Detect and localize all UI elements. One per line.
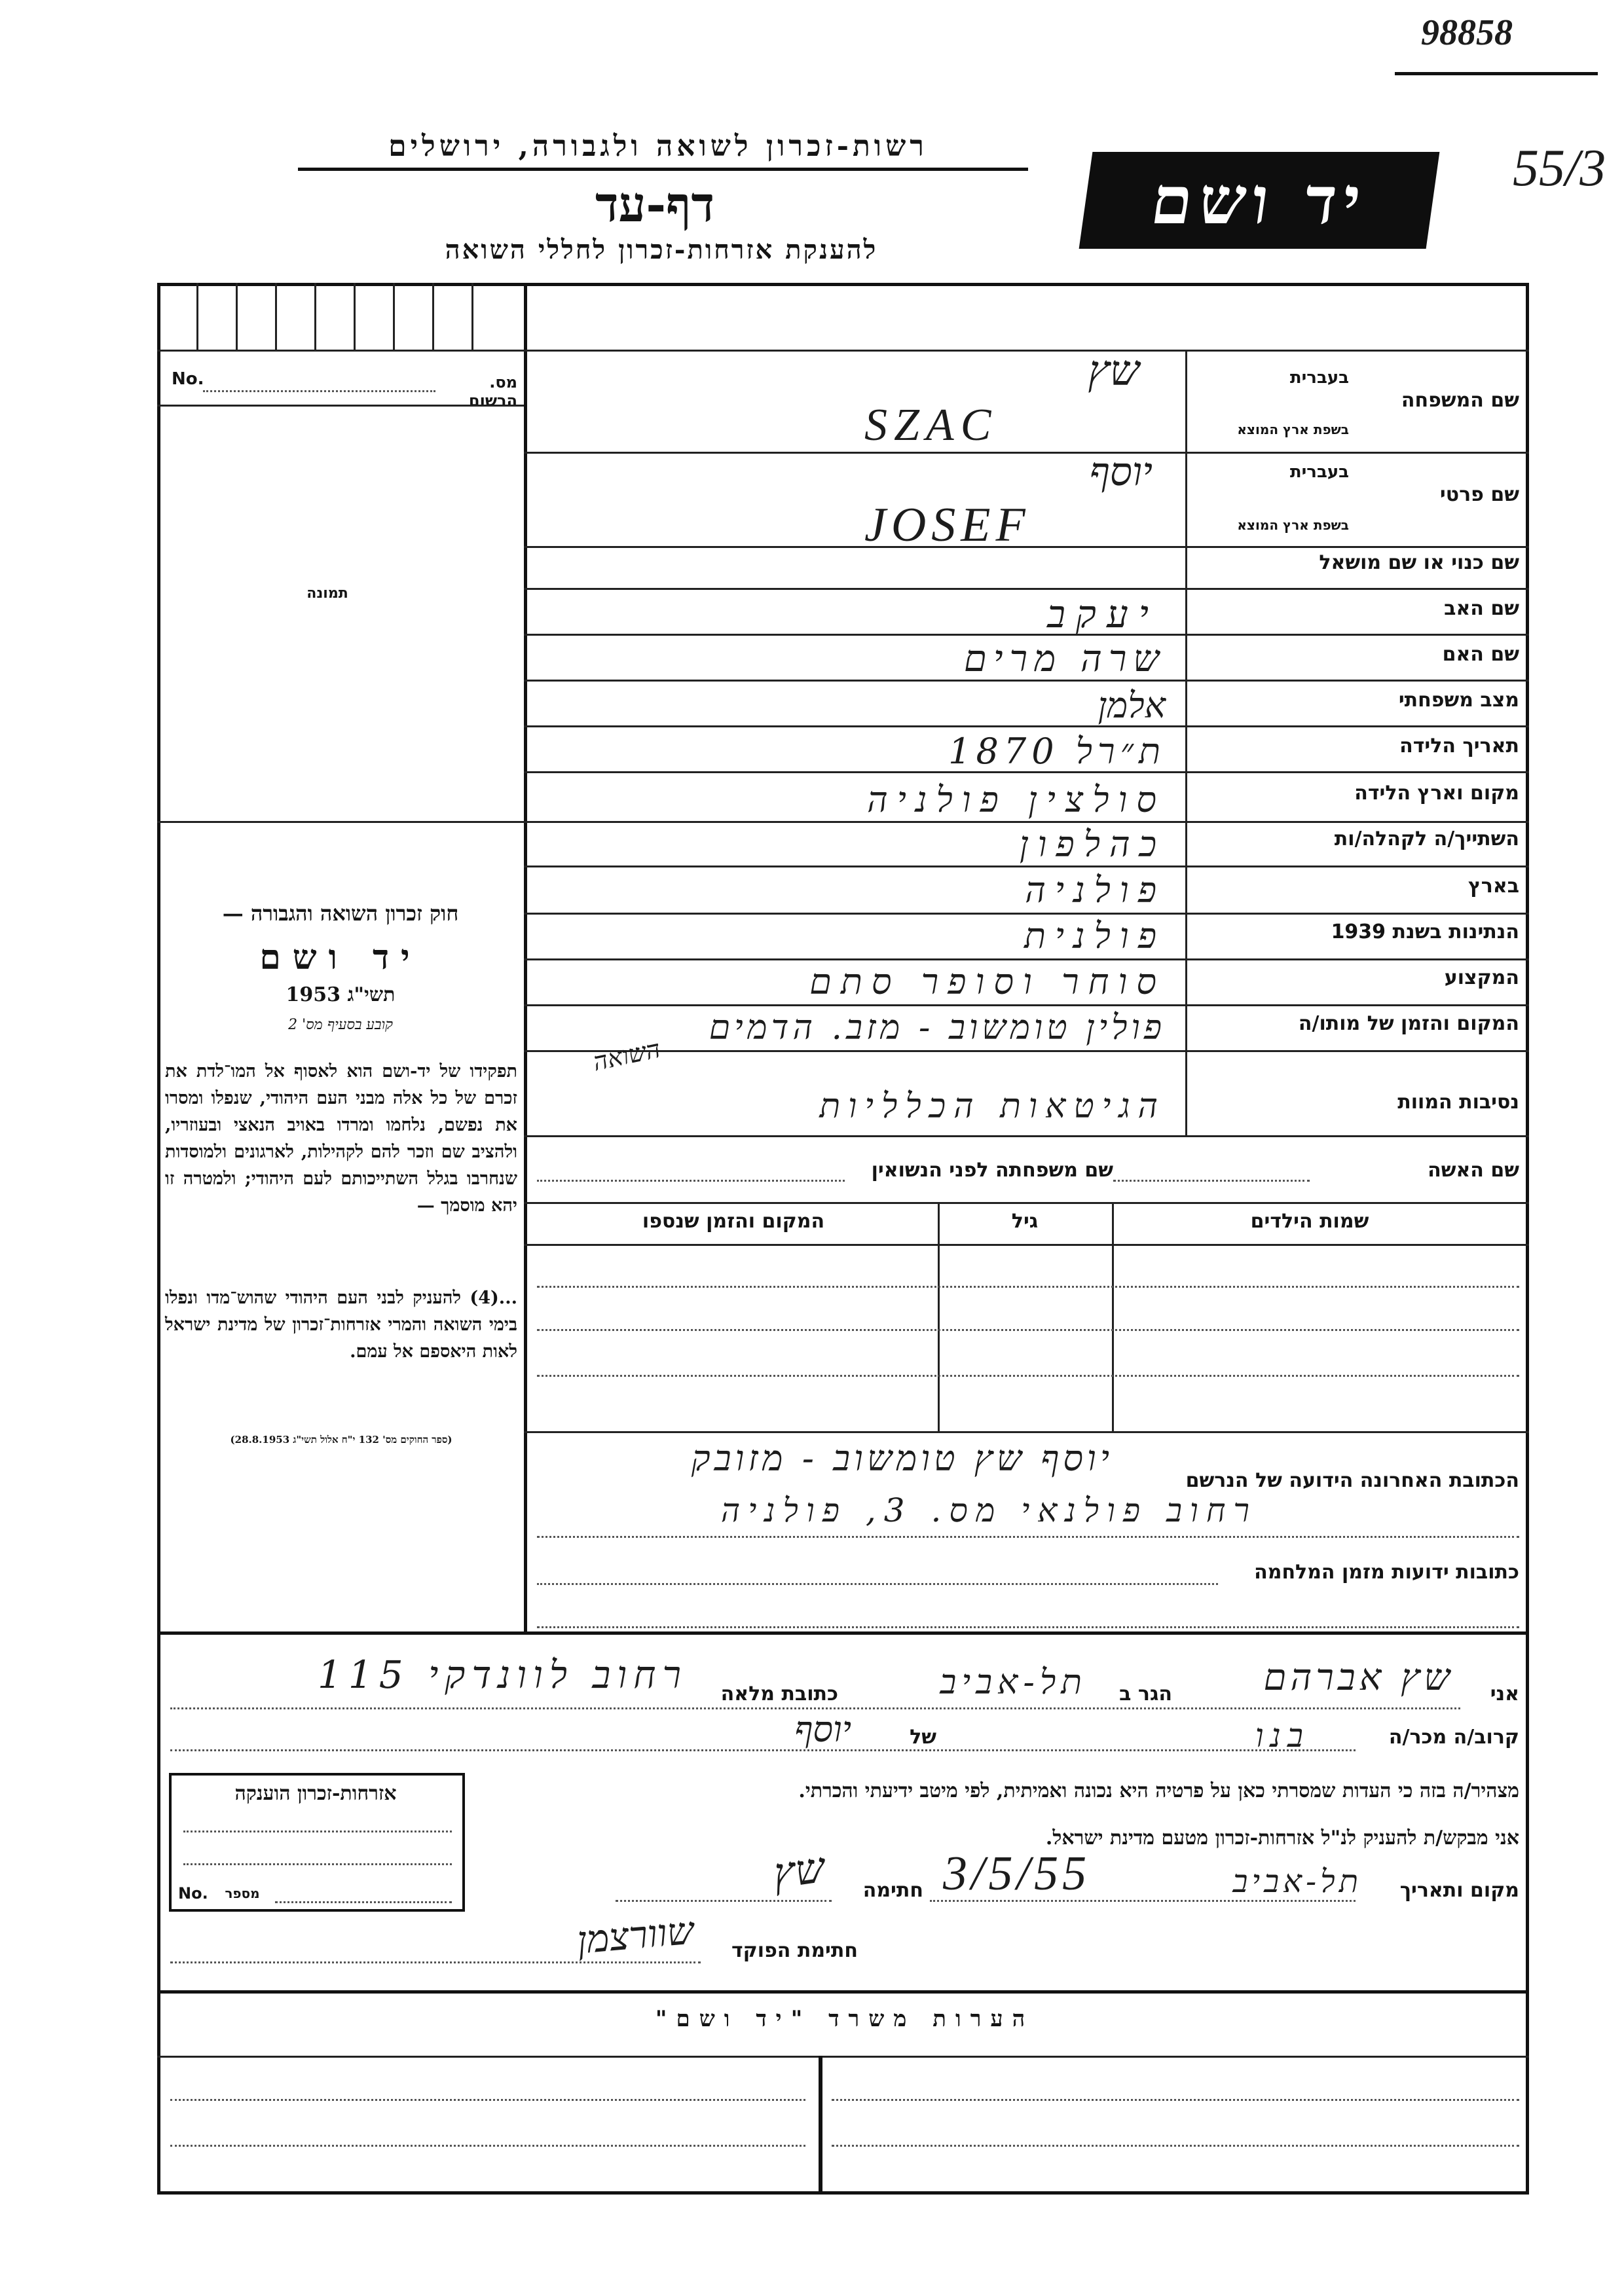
reg-box-4 [314,283,316,350]
remarks-dots-l2 [170,2145,805,2147]
form-title: דף-עד [595,177,715,233]
resides-value: תל-אביב [940,1663,1087,1702]
remarks-line-1 [157,2056,1529,2058]
wife-maiden-label: שם משפחתה לפני הנשואין [871,1159,1113,1182]
row-line-nick [524,588,1529,590]
row-line-profession [524,1004,1529,1006]
family-name-hebrew-label: בעברית [1289,368,1349,388]
photo-label: תמונה [306,585,348,602]
mother-value: שרה מרים [963,638,1166,680]
wife-maiden-dots [537,1180,845,1182]
birth-date-label: תאריך הלידה [1399,735,1519,757]
death-cause-label: נסיבות המוות [1397,1091,1519,1114]
reg-box-2 [236,283,238,350]
first-name-origin-value: JOSEF [864,498,1031,552]
family-name-origin-label: בשפת ארץ המוצא [1237,422,1349,437]
relative-label: קרוב/ה מכר/ה [1388,1726,1519,1749]
citizenship-box-no-label: No. [178,1884,208,1903]
place-value: תל-אביב [1232,1863,1362,1900]
remarks-dots-r1 [832,2099,1519,2101]
death-place-extra: השואה [590,1034,663,1077]
yad-vashem-logo [1079,152,1440,249]
reg-box-5 [354,283,356,350]
declarant-i-label: אני [1490,1683,1519,1705]
death-place-label: המקום והזמן של מותו/ה [1298,1012,1519,1035]
statement-1: מצהיר/ה בזה כי העדות שמסרתי כאן על פרטיה היא נכונה ואמיתית, לפי מיטב ידיעתי והכרתי. [798,1779,1519,1802]
wartime-address-dots-2 [537,1626,1519,1628]
relative-line [170,1749,1356,1751]
full-address-label: כתובת מלאה [720,1683,838,1705]
death-place-value: פולין טומשוב - מזב. הדמים [709,1008,1166,1048]
of-value: יוסף [794,1709,851,1750]
reg-box-1 [196,283,198,350]
row-line-deathplace [524,1050,1529,1052]
wife-dots [1113,1180,1310,1182]
community-label: השתייך/ה לקהלה/ות [1334,828,1519,850]
reg-no-dots [203,390,435,392]
citizenship-box-title: אזרחות-זכרון הוענקה [234,1782,397,1805]
country-value: פולניה [1025,869,1166,911]
label-column-divider [1185,350,1187,1135]
corner-note: 55/3 [1513,139,1606,197]
country-label: בארץ [1467,875,1519,898]
declarant-signature: שץ [770,1843,828,1899]
authority-underline [298,168,1028,171]
last-address-dots [537,1536,1519,1538]
statement-2: אני מבקש/ת להעניק לנ"ל אזרחות-זכרון מטעם מדינת ישראל. [1045,1827,1519,1850]
children-row-2 [537,1329,1519,1331]
row-line-community [524,866,1529,867]
profession-label: המקצוע [1444,966,1519,989]
law-title: חוק זכרון השואה והגבורה — [222,901,459,926]
children-header-line [524,1244,1529,1246]
reg-box-6 [393,283,395,350]
last-address-label: הכתובת האחרונה הידועה של הנרשם [1185,1469,1519,1492]
law-paragraph-2: ...(4) להעניק לבני העם היהודי שהוש־מדו ונפלו בימי השואה והמרי אזרחות־זכרון של מדינת ישראל לאות היאספם אל עמם. [165,1288,517,1362]
father-label: שם האב [1444,597,1519,620]
form-subtitle: להענקת אזרחות-זכרון לחללי השואה [445,234,878,265]
authority-line: רשות-זכרון לשואה ולגבורה, ירושלים [388,130,928,163]
remarks-dots-l1 [170,2099,805,2101]
row-line-birthplace [524,821,1529,823]
children-bottom-line [524,1431,1529,1433]
citizenship-value: פולנית [1024,915,1166,957]
birth-place-value: סולצין פולניה [867,779,1166,820]
law-clause: קובע בסעיף מס' 2 [288,1017,393,1033]
law-name: יד ושם [259,938,422,977]
footer-top-line [157,1990,1529,1994]
family-name-hebrew-value: שץ [1088,347,1139,395]
first-name-origin-label: בשפת ארץ המוצא [1237,517,1349,533]
family-name-origin-value: SZAC [864,400,998,450]
reg-no-label: No. [172,369,204,389]
officer-signature-line [170,1961,701,1963]
children-age-header: גיל [1011,1210,1039,1233]
archive-number-underline [1395,72,1598,75]
citizenship-box-line-1 [183,1831,452,1832]
death-cause-value: הגיטאות הכלליות [819,1087,1166,1126]
birth-date-value: ת״רל 1870 [948,731,1166,772]
children-top-line [524,1202,1529,1204]
citizenship-box-number-dots [275,1901,452,1903]
place-date-line [930,1900,1356,1902]
last-address-value-1: יוסף שץ טומשוב - מזובק [691,1438,1113,1479]
declarant-name: שץ אברהם [1263,1656,1454,1699]
remarks-title: הערות משרד "יד ושם" [655,2006,1035,2032]
marital-status-value: אלמן [1098,685,1166,726]
remarks-divider [819,2056,822,2195]
row-line-country [524,913,1529,915]
wife-label: שם האשה [1428,1159,1519,1182]
profession-value: סוחר וסופר סתם [809,961,1166,1002]
wartime-address-label: כתובות ידועות מזמן המלחמה [1254,1561,1519,1584]
officer-signature: שוורצמן [575,1908,696,1963]
reg-label: מס. הרשום [468,373,517,410]
first-name-label: שם פרטי [1439,483,1519,506]
date-value: 3/5/55 [943,1847,1091,1901]
nickname-label: שם כנוי או שם מושאל [1319,551,1519,574]
resides-label: הגר ב [1119,1683,1172,1705]
reg-box-7 [432,283,434,350]
children-names-header: שמות הילדים [1250,1210,1369,1233]
left-column-divider [524,283,527,1631]
remarks-dots-r2 [832,2145,1519,2147]
officer-signature-label: חתימת הפוקד [731,1939,858,1962]
signature-line [616,1900,832,1902]
reg-line [157,405,524,407]
children-col-1 [1112,1202,1114,1431]
last-address-value-2: רחוב פולנאי מס. 3, פולניה [720,1491,1257,1529]
signature-label: חתימה [862,1879,923,1902]
family-name-label: שם המשפחה [1401,389,1519,412]
reg-box-3 [275,283,277,350]
law-source: (ספר החוקים מס' 132 י"ח אלול תשי"ג 28.8.1953) [230,1434,452,1446]
birth-place-label: מקום וארץ הלידה [1354,782,1519,805]
reg-box-8 [471,283,473,350]
photo-bottom-line [157,821,524,823]
first-name-hebrew-value: יוסף [1089,449,1153,495]
citizenship-label: הנתינות בשנת 1939 [1331,920,1519,943]
children-row-1 [537,1286,1519,1288]
declaration-top-line [157,1631,1529,1635]
father-value: יעקב [1046,592,1159,636]
first-name-hebrew-label: בעברית [1289,462,1349,482]
place-date-label: מקום ותאריך [1399,1879,1519,1902]
archive-number: 98858 [1421,12,1513,53]
marital-status-label: מצב משפחתי [1398,689,1519,712]
full-address-value: רחוב לוונדקי 115 [317,1652,688,1697]
top-row-line [157,350,1529,352]
law-year: תשי"ג 1953 [286,983,396,1006]
children-row-3 [537,1375,1519,1377]
law-paragraph-1: תפקידו של יד-ושם הוא לאסוף אל המו־לדת את זכרם של כל אלה מבני העם היהודי, שנפלו ומסרו את נפשם, נלחמו ומרדו באויב הנאצי ובעוזריו, ולהציב שם וזכר להם לקהילות, לארגונים ולמוסדות שנחרבו בגלל השתייכותם לעם היהודי; ולמטרה זו יהא מוסמך — [165,1061,517,1216]
children-col-2 [938,1202,940,1431]
relative-value: בנו [1255,1717,1310,1755]
of-label: של [910,1726,936,1749]
mother-label: שם האם [1442,643,1519,666]
citizenship-box-number-label: מספר [225,1886,260,1901]
logo-text: יד ושם [1146,162,1373,239]
row-line-citizenship [524,958,1529,960]
citizenship-box-line-2 [183,1863,452,1865]
children-place-header: המקום והזמן שנספו [642,1210,825,1233]
community-value: כהלפון [1019,824,1166,865]
row-line-deathcause [524,1135,1529,1137]
wartime-address-dots-1 [537,1583,1218,1585]
